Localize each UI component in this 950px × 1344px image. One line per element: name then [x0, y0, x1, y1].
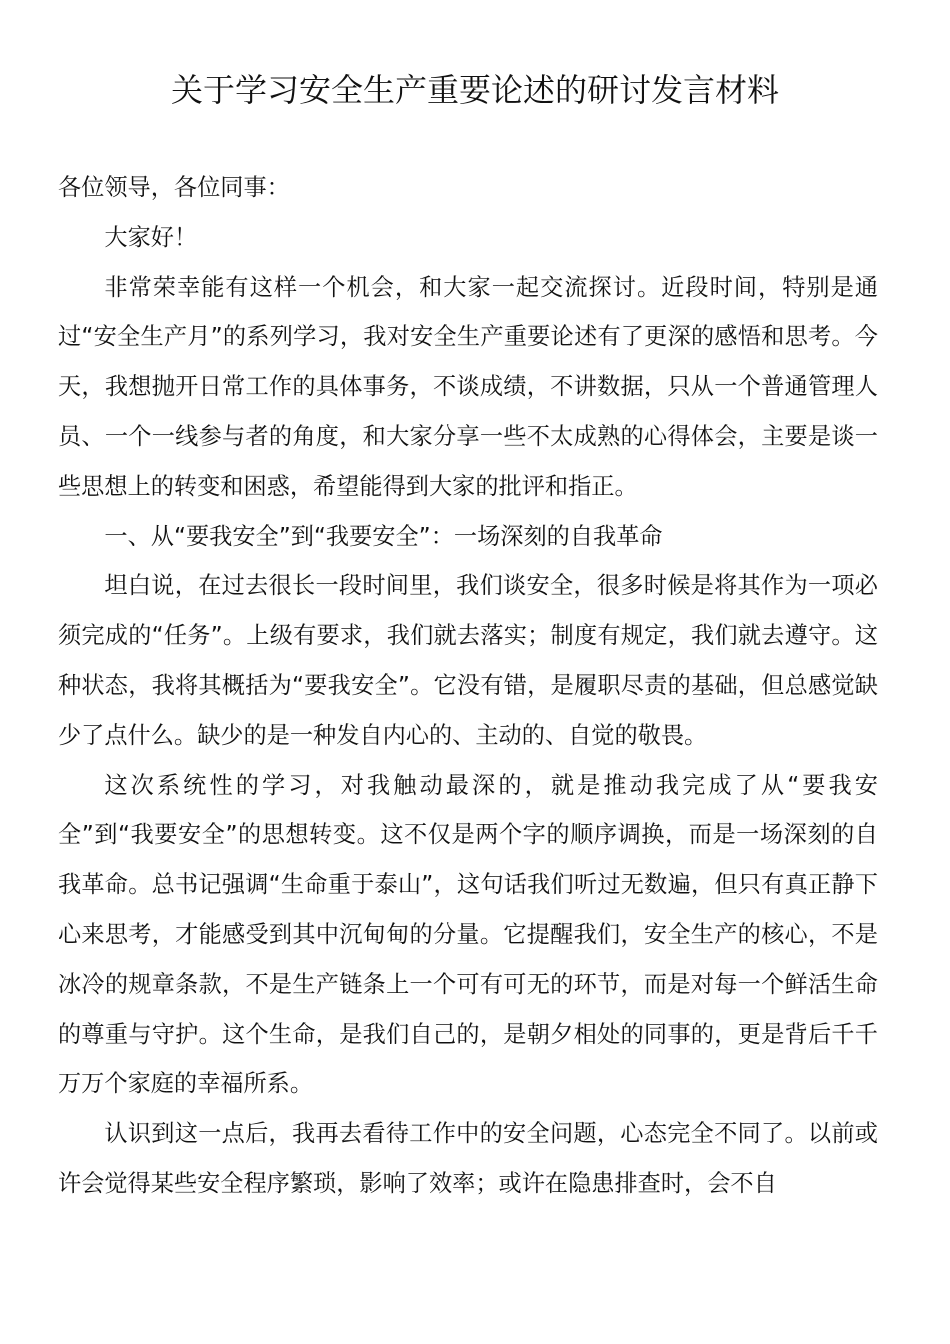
- paragraph-1: 坦白说，在过去很长一段时间里，我们谈安全，很多时候是将其作为一项必须完成的“任务”。上级有要求，我们就去落实；制度有规定，我们就去遵守。这种状态，我将其概括为“要我安全”。它没有错，是履职尽责的基础，但总感觉缺少了点什么。缺少的是一种发自内心的、主动的、自觉的敬畏。: [58, 572, 878, 749]
- document-body: [58, 163, 878, 1209]
- paragraph-intro: 非常荣幸能有这样一个机会，和大家一起交流探讨。近段时间，特别是通过“安全生产月”的系列学习，我对安全生产重要论述有了更深的感悟和思考。今天，我想抛开日常工作的具体事务，不谈成绩，不讲数据，只从一个普通管理人员、一个一线参与者的角度，和大家分享一些不太成熟的心得体会，主要是谈一些思想上的转变和困惑，希望能得到大家的批评和指正。: [58, 273, 878, 500]
- greeting: 大家好！: [104, 223, 198, 251]
- section-heading-1: 一、从“要我安全”到“我要安全”：一场深刻的自我革命: [104, 522, 663, 550]
- salutation: 各位领导，各位同事：: [58, 174, 290, 201]
- paragraph-3: 认识到这一点后，我再去看待工作中的安全问题，心态完全不同了。以前或许会觉得某些安全程序繁琐，影响了效率；或许在隐患排查时，会不自: [58, 1120, 878, 1197]
- document-title: 关于学习安全生产重要论述的研讨发言材料: [170, 71, 779, 109]
- paragraph-2: 这次系统性的学习，对我触动最深的，就是推动我完成了从“要我安全”到“我要安全”的思想转变。这不仅是两个字的顺序调换，而是一场深刻的自我革命。总书记强调“生命重于泰山”，这句话我们听过无数遍，但只有真正静下心来思考，才能感受到其中沉甸甸的分量。它提醒我们，安全生产的核心，不是冰冷的规章条款，不是生产链条上一个可有可无的环节，而是对每一个鲜活生命的尊重与守护。这个生命，是我们自己的，是朝夕相处的同事的，更是背后千千万万个家庭的幸福所系。: [58, 771, 878, 1098]
